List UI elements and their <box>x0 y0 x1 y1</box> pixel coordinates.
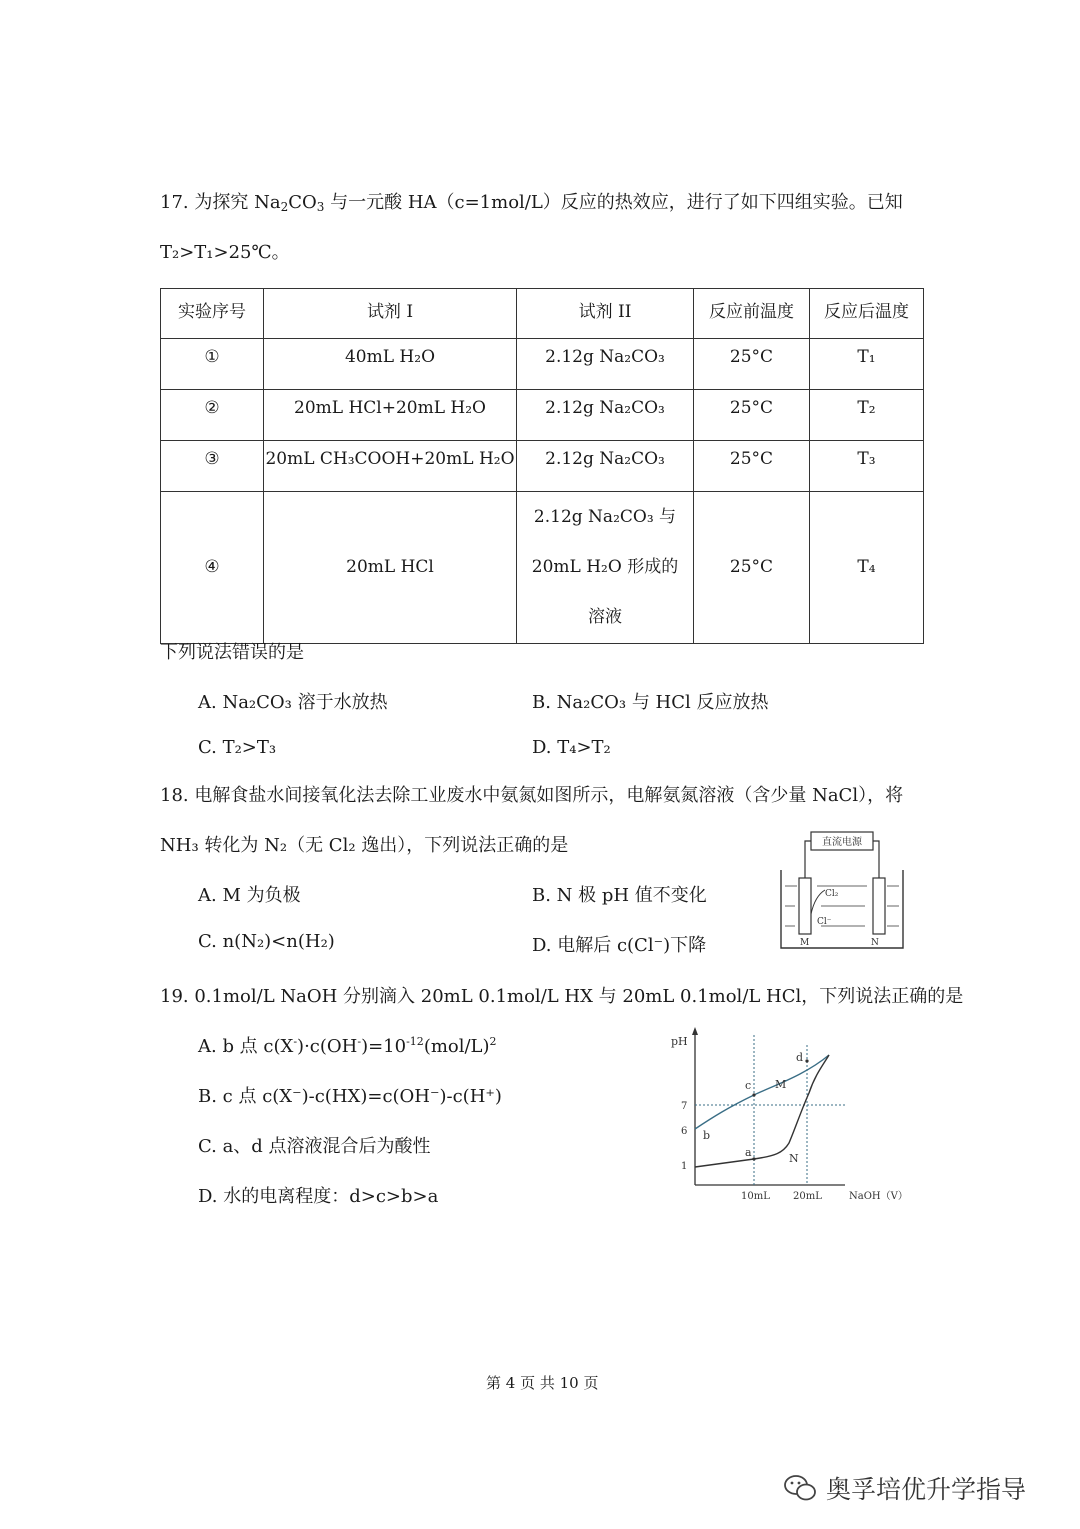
cell-no: ④ <box>161 492 264 644</box>
cell-temp-before: 25°C <box>694 390 810 441</box>
cell-temp-after: T₃ <box>810 441 924 492</box>
page-footer: 第 4 页 共 10 页 <box>486 1374 599 1392</box>
wechat-icon <box>782 1473 818 1503</box>
q17-option-a[interactable]: A. Na₂CO₃ 溶于水放热 <box>198 692 388 713</box>
point-b-label: b <box>703 1129 711 1142</box>
x-tick-20: 20mL <box>793 1191 822 1202</box>
q18-line1: 18. 电解食盐水间接氧化法去除工业废水中氨氮如图所示，电解氨氮溶液（含少量 NaCl），将 <box>160 785 904 806</box>
q18-option-b[interactable]: B. N 极 pH 值不变化 <box>532 885 707 906</box>
cell-reagent1: 40mL H₂O <box>264 339 517 390</box>
wire-right <box>873 841 879 878</box>
watermark <box>782 1470 1026 1506</box>
cell-no: ② <box>161 390 264 441</box>
q19-option-b[interactable]: B. c 点 c(X⁻)-c(HX)=c(OH⁻)-c(H⁺) <box>198 1086 502 1107</box>
table-header-temp-before: 反应前温度 <box>694 289 810 339</box>
table-row <box>161 339 924 390</box>
cell-reagent1: 20mL HCl+20mL H₂O <box>264 390 517 441</box>
cell-reagent1: 20mL CH₃COOH+20mL H₂O <box>264 441 517 492</box>
table-header-reagent1: 试剂 I <box>264 289 517 339</box>
cell-reagent2-line1: 2.12g Na₂CO₃ 与 <box>533 507 677 527</box>
arrow-curve <box>811 890 825 914</box>
x-axis-label: NaOH（V） <box>849 1191 908 1202</box>
electrolysis-diagram <box>775 830 910 952</box>
y-tick-6: 6 <box>681 1126 688 1137</box>
q17-line1: 17. 为探究 $Na_2CO_3$ 与一元酸 HA（c=1mol/L）反应的热效应，进行了如下四组实验。已知 <box>160 192 903 214</box>
table-row <box>161 441 924 492</box>
cell-reagent2: 2.12g Na₂CO₃ <box>517 441 694 492</box>
curve-n <box>695 1055 829 1167</box>
cl-label: Cl⁻ <box>817 917 832 927</box>
cell-reagent1: 20mL HCl <box>264 492 517 644</box>
q17-prompt: 下列说法错误的是 <box>160 642 304 663</box>
watermark-text: 奥孚培优升学指导 <box>826 1475 1027 1504</box>
q19-option-d[interactable]: D. 水的电离程度：d>c>b>a <box>198 1186 439 1207</box>
q17-option-c[interactable]: C. T₂>T₃ <box>198 737 277 758</box>
point-d-label: d <box>796 1051 804 1064</box>
y-axis-label: pH <box>671 1035 688 1048</box>
cell-temp-after: T₂ <box>810 390 924 441</box>
table-header-no: 实验序号 <box>161 289 264 339</box>
q19-line1: 19. 0.1mol/L NaOH 分别滴入 20mL 0.1mol/L HX 与 20mL 0.1mol/L HCl，下列说法正确的是 <box>160 986 964 1007</box>
point-d <box>805 1059 808 1062</box>
electrode-m-label: M <box>800 938 810 948</box>
cell-reagent2: 2.12g Na₂CO₃ <box>517 390 694 441</box>
table-row <box>161 390 924 441</box>
curve-n-label: N <box>789 1152 799 1165</box>
table-header-temp-after: 反应后温度 <box>810 289 924 339</box>
cell-reagent2: 2.12g Na₂CO₃ <box>517 339 694 390</box>
q18-line2: NH₃ 转化为 N₂（无 Cl₂ 逸出），下列说法正确的是 <box>160 835 569 856</box>
wire-left <box>805 841 811 878</box>
q17-option-b[interactable]: B. Na₂CO₃ 与 HCl 反应放热 <box>532 692 769 713</box>
cell-reagent2 <box>517 492 694 644</box>
electrode-n-label: N <box>871 938 879 948</box>
y-axis-arrow <box>692 1027 698 1035</box>
q19-option-a[interactable]: A. b 点 $c(X^-)\cdot c(OH^-)=10^{-12}(mol/L)^2$ <box>198 1035 497 1057</box>
electrode-m <box>799 878 811 934</box>
q18-option-d[interactable]: D. 电解后 c(Cl⁻)下降 <box>532 935 707 956</box>
cell-temp-before: 25°C <box>694 339 810 390</box>
table-header-reagent2: 试剂 II <box>517 289 694 339</box>
titration-graph <box>665 1025 915 1205</box>
point-a <box>752 1157 755 1160</box>
experiment-table <box>160 288 924 644</box>
curve-m-label: M <box>775 1078 787 1091</box>
cell-reagent2-line2: 20mL H₂O 形成的 <box>531 557 679 577</box>
table-row <box>161 492 924 644</box>
cl2-label: Cl₂ <box>825 889 839 899</box>
cell-temp-after: T₁ <box>810 339 924 390</box>
cell-temp-before: 25°C <box>694 441 810 492</box>
q17-line2: T₂>T₁>25℃。 <box>160 242 290 263</box>
cell-no: ① <box>161 339 264 390</box>
y-tick-1: 1 <box>681 1161 688 1172</box>
point-a-label: a <box>745 1146 752 1159</box>
cell-temp-after: T₄ <box>810 492 924 644</box>
q19-option-c[interactable]: C. a、d 点溶液混合后为酸性 <box>198 1136 431 1157</box>
power-supply-label: 直流电源 <box>822 837 862 848</box>
point-c-label: c <box>745 1079 752 1092</box>
q18-option-c[interactable]: C. n(N₂)<n(H₂) <box>198 931 335 952</box>
point-c <box>752 1093 755 1096</box>
electrode-n <box>873 878 885 934</box>
cell-no: ③ <box>161 441 264 492</box>
y-tick-7: 7 <box>681 1101 688 1112</box>
cell-temp-before: 25°C <box>694 492 810 644</box>
x-tick-10: 10mL <box>741 1191 770 1202</box>
cell-reagent2-line3: 溶液 <box>588 607 622 627</box>
q18-option-a[interactable]: A. M 为负极 <box>198 885 301 906</box>
q17-option-d[interactable]: D. T₄>T₂ <box>532 737 611 758</box>
